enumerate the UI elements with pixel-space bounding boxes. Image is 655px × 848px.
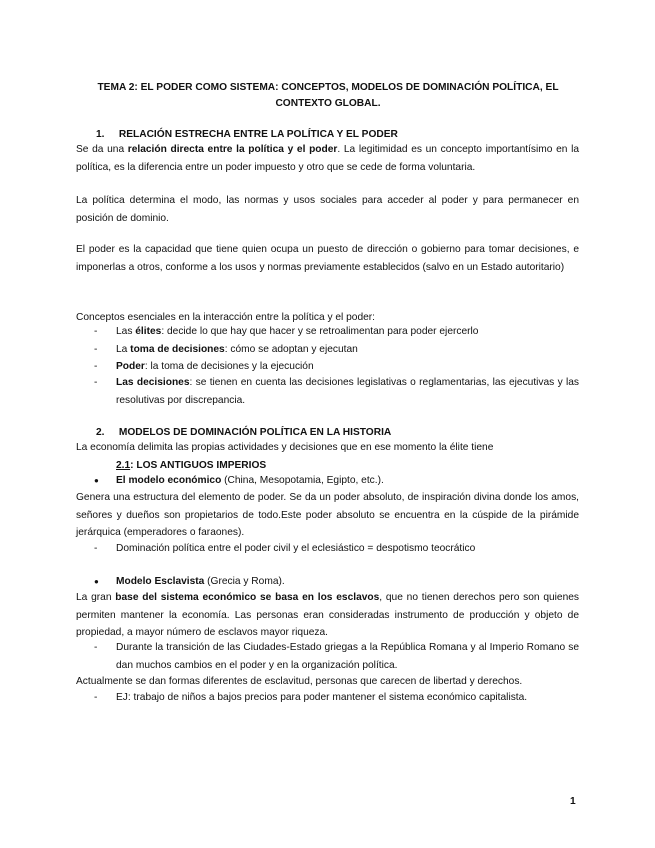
text-run: (Grecia y Roma). <box>204 576 285 587</box>
text-run: : cómo se adoptan y ejecutan <box>224 344 358 355</box>
text-run-bold: Modelo Esclavista <box>116 576 205 587</box>
list-item <box>76 374 579 409</box>
text-run-bold: relación directa entre la política y el poder <box>127 144 338 155</box>
bullet-marker: ● <box>94 577 99 586</box>
section-1-number: 1. <box>96 129 105 140</box>
text-run: : se tienen en cuenta las decisiones legislativas o reglamentarias, las ejecutivas y las resolutivas por discrepancia. <box>116 377 579 406</box>
text-run: , que no tienen derechos pero son quienes permiten mantener la economía. Las personas eran consideradas instrumento de producción y objeto de propiedad, a mayor número de esclavos mayor riqueza. <box>76 592 580 639</box>
text-run: Dominación política entre el poder civil y el eclesiástico = despotismo teocrático <box>116 543 476 554</box>
section-2-number: 2. <box>96 427 105 438</box>
section-1-title: RELACIÓN ESTRECHA ENTRE LA POLÍTICA Y EL PODER <box>118 129 398 140</box>
section-2-title: MODELOS DE DOMINACIÓN POLÍTICA EN LA HISTORIA <box>118 427 392 438</box>
text-run-bold: Poder <box>116 361 145 372</box>
text-run-bold: base del sistema económico se basa en los esclavos <box>115 592 380 603</box>
list-item <box>76 323 579 341</box>
bullet-item-economic-model <box>76 472 579 490</box>
text-run-bold: Las decisiones <box>116 377 190 388</box>
text-run: La <box>116 344 131 355</box>
text-run-bold: élites <box>135 326 162 337</box>
list-item <box>76 689 579 707</box>
text-run: (China, Mesopotamia, Egipto, etc.). <box>221 475 384 486</box>
text-run: . La legitimidad es un concepto importantísimo en la política, es la diferencia entre un poder impuesto y otro que se cede de forma voluntaria. <box>76 144 579 173</box>
slave-model-after: Actualmente se dan formas diferentes de esclavitud, personas que carecen de libertad y derechos. <box>76 676 523 687</box>
text-run-bold: toma de decisiones <box>130 344 225 355</box>
section-1-paragraph-3: El poder es la capacidad que tiene quien ocupa un puesto de dirección o gobierno para tomar decisiones, e imponerlas a otros, conforme a los usos y normas previamente establecidos (salvo en un Estado autoritario) <box>76 244 579 273</box>
dash-marker: - <box>94 326 98 337</box>
text-run: : decide lo que hay que hacer y se retroalimentan para poder ejercerlo <box>161 326 479 337</box>
dash-marker: - <box>94 692 98 703</box>
text-run: Se da una <box>76 144 128 155</box>
subsection-title: : LOS ANTIGUOS IMPERIOS <box>130 460 267 471</box>
section-1-paragraph-2: La política determina el modo, las normas y usos sociales para acceder al poder y para permanecer en posición de dominio. <box>76 195 579 224</box>
slave-model-paragraph <box>76 589 579 642</box>
dash-marker: - <box>94 361 98 372</box>
dash-marker: - <box>94 642 98 653</box>
text-run-bold: El modelo económico <box>116 475 222 486</box>
section-1-paragraph-4: Conceptos esenciales en la interacción entre la política y el poder: <box>76 312 376 323</box>
economic-model-paragraph: Genera una estructura del elemento de poder. Se da un poder absoluto, de inspiración divina donde los amos, señores y dueños son propietarios de todo.Este poder absoluto se encuentra en la cúspide de la pirámide jerárquica (emperadores o faraones). <box>76 492 579 539</box>
dash-marker: - <box>94 543 98 554</box>
document-title: TEMA 2: EL PODER COMO SISTEMA: CONCEPTOS, MODELOS DE DOMINACIÓN POLÍTICA, EL CONTEXTO GLOBAL. <box>97 82 559 109</box>
bullet-marker: ● <box>94 476 99 485</box>
section-1-paragraph-1 <box>76 141 579 176</box>
bullet-item-slave-model <box>76 573 579 591</box>
list-item <box>76 540 579 558</box>
text-run: : la toma de decisiones y la ejecución <box>144 361 314 372</box>
list-item <box>76 341 579 359</box>
dash-marker: - <box>94 344 98 355</box>
text-run: La gran <box>76 592 116 603</box>
text-run: Las <box>116 326 136 337</box>
dash-marker: - <box>94 377 98 388</box>
section-2-intro: La economía delimita las propias actividades y decisiones que en ese momento la élite tiene <box>76 442 494 453</box>
page-number: 1 <box>570 796 576 807</box>
subsection-number: 2.1 <box>116 460 131 471</box>
text-run: Durante la transición de las Ciudades-Estado griegas a la República Romana y al Imperio Romano se dan muchos cambios en el poder y en la organización política. <box>116 642 579 671</box>
text-run: EJ: trabajo de niños a bajos precios para poder mantener el sistema económico capitalista. <box>116 692 528 703</box>
list-item <box>76 639 579 674</box>
list-item <box>76 358 579 376</box>
